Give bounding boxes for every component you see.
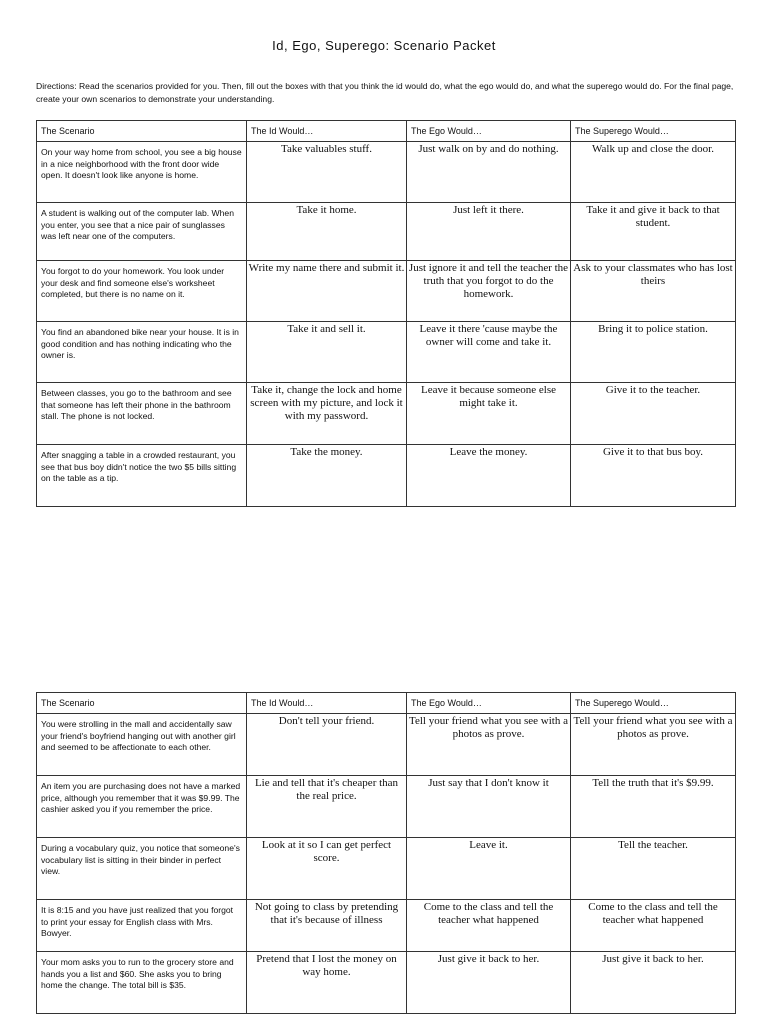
header-scenario: The Scenario [37,693,247,714]
table-row [37,952,736,1014]
ego-cell[interactable]: Come to the class and tell the teacher what happened [407,900,571,952]
id-cell[interactable]: Pretend that I lost the money on way home. [247,952,407,1014]
header-ego: The Ego Would… [407,121,571,142]
scenario-cell: After snagging a table in a crowded restaurant, you see that bus boy didn't notice the two $5 bills sitting on the table as a tip. [37,445,247,507]
superego-cell[interactable]: Tell the truth that it's $9.99. [571,776,736,838]
ego-cell[interactable]: Just left it there. [407,203,571,261]
scenario-cell: Your mom asks you to run to the grocery store and hands you a list and $60. She asks you to bring home the change. The total bill is $35. [37,952,247,1014]
ego-cell[interactable]: Leave it because someone else might take it. [407,383,571,445]
ego-cell[interactable]: Just give it back to her. [407,952,571,1014]
table-row [37,900,736,952]
ego-cell[interactable]: Just say that I don't know it [407,776,571,838]
superego-cell[interactable]: Walk up and close the door. [571,142,736,203]
table-row [37,838,736,900]
ego-cell[interactable]: Just ignore it and tell the teacher the truth that you forgot to do the homework. [407,261,571,322]
scenario-table-2 [36,692,736,1014]
id-cell[interactable]: Take the money. [247,445,407,507]
ego-cell[interactable]: Just walk on by and do nothing. [407,142,571,203]
header-superego: The Superego Would… [571,121,736,142]
ego-cell[interactable]: Leave it there 'cause maybe the owner will come and take it. [407,322,571,383]
id-cell[interactable]: Take valuables stuff. [247,142,407,203]
scenario-cell: A student is walking out of the computer lab. When you enter, you see that a nice pair of sunglasses was left near one of the computers. [37,203,247,261]
superego-cell[interactable]: Bring it to police station. [571,322,736,383]
superego-cell[interactable]: Tell the teacher. [571,838,736,900]
scenario-cell: You find an abandoned bike near your house. It is in good condition and has nothing indicating who the owner is. [37,322,247,383]
table-row [37,322,736,383]
ego-cell[interactable]: Leave the money. [407,445,571,507]
header-id: The Id Would… [247,693,407,714]
scenario-cell: An item you are purchasing does not have a marked price, although you remember that it was $9.99. The cashier asked you if you remember the price. [37,776,247,838]
directions-text: Directions: Read the scenarios provided for you. Then, fill out the boxes with that you think the id would do, what the ego would do, and what the superego would do. For the final page, create your own scenarios to demonstrate your understanding. [36,81,734,104]
superego-cell[interactable]: Give it to that bus boy. [571,445,736,507]
scenario-table-1 [36,120,736,507]
superego-cell[interactable]: Give it to the teacher. [571,383,736,445]
table-row [37,142,736,203]
ego-cell[interactable]: Leave it. [407,838,571,900]
superego-cell[interactable]: Just give it back to her. [571,952,736,1014]
header-superego: The Superego Would… [571,693,736,714]
scenario-cell: During a vocabulary quiz, you notice that someone's vocabulary list is sitting in their binder in perfect view. [37,838,247,900]
scenario-cell: It is 8:15 and you have just realized that you forgot to print your essay for English class with Mrs. Bowyer. [37,900,247,952]
id-cell[interactable]: Don't tell your friend. [247,714,407,776]
scenario-cell: You forgot to do your homework. You look under your desk and find someone else's worksheet completed, but there is no name on it. [37,261,247,322]
ego-cell[interactable]: Tell your friend what you see with a photos as prove. [407,714,571,776]
superego-cell[interactable]: Ask to your classmates who has lost theirs [571,261,736,322]
superego-cell[interactable]: Come to the class and tell the teacher what happened [571,900,736,952]
scenario-cell: Between classes, you go to the bathroom and see that someone has left their phone in the bathroom stall. The phone is not locked. [37,383,247,445]
id-cell[interactable]: Take it and sell it. [247,322,407,383]
table-row [37,776,736,838]
table-row [37,714,736,776]
id-cell[interactable]: Not going to class by pretending that it's because of illness [247,900,407,952]
table-row [37,445,736,507]
id-cell[interactable]: Look at it so I can get perfect score. [247,838,407,900]
id-cell[interactable]: Write my name there and submit it. [247,261,407,322]
superego-cell[interactable]: Tell your friend what you see with a photos as prove. [571,714,736,776]
table-header-row [37,693,736,714]
id-cell[interactable]: Take it, change the lock and home screen with my picture, and lock it with my password. [247,383,407,445]
header-id: The Id Would… [247,121,407,142]
header-ego: The Ego Would… [407,693,571,714]
id-cell[interactable]: Lie and tell that it's cheaper than the real price. [247,776,407,838]
id-cell[interactable]: Take it home. [247,203,407,261]
table-row [37,383,736,445]
scenario-cell: You were strolling in the mall and accidentally saw your friend's boyfriend hanging out with another girl and seemed to be affectionate to each other. [37,714,247,776]
superego-cell[interactable]: Take it and give it back to that student. [571,203,736,261]
header-scenario: The Scenario [37,121,247,142]
scenario-cell: On your way home from school, you see a big house in a nice neighborhood with the front door wide open. It doesn't look like anyone is home. [37,142,247,203]
page-title: Id, Ego, Superego: Scenario Packet [272,38,496,53]
table-header-row [37,121,736,142]
table-row [37,261,736,322]
table-row [37,203,736,261]
